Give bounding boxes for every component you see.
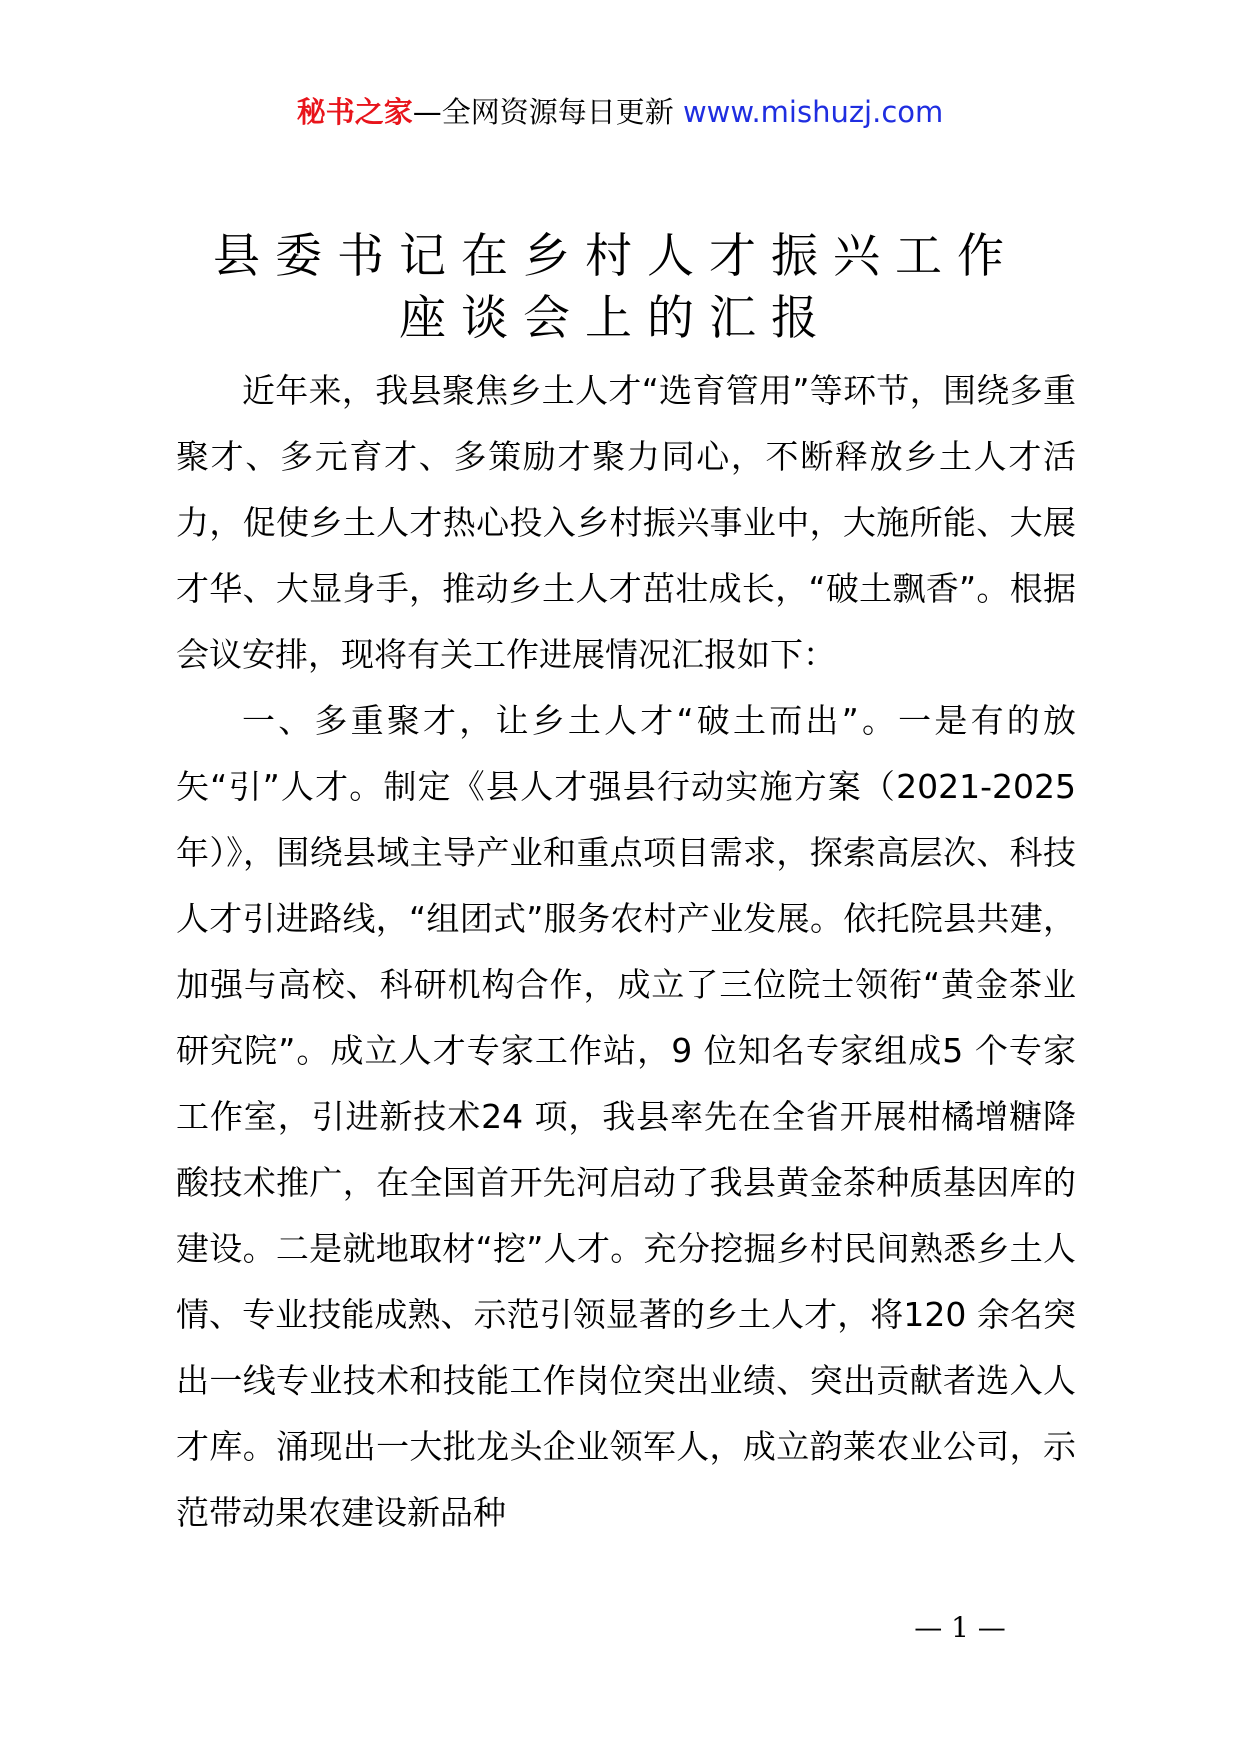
page-number: — 1 — <box>914 1611 1006 1644</box>
document-body <box>176 358 1076 1546</box>
title-line-2: 座谈会上的汇报 <box>399 291 833 346</box>
paragraph-intro: 近年来，我县聚焦乡土人才“选育管用”等环节，围绕多重聚才、多元育才、多策励才聚力同心，不断释放乡土人才活力，促使乡土人才热心投入乡村振兴事业中，大施所能、大展才华、大显身手，推动乡土人才茁壮成长，“破土飘香”。根据会议安排，现将有关工作进展情况汇报如下： <box>176 371 1076 674</box>
document-title <box>176 226 1056 350</box>
website-url: www.mishuzj.com <box>682 95 944 129</box>
banner-tagline: —全网资源每日更新 <box>412 95 674 129</box>
brand-name: 秘书之家 <box>296 95 413 129</box>
site-banner <box>0 92 1240 132</box>
paragraph-section-1: 一、多重聚才，让乡土人才“破土而出”。一是有的放矢“引”人才。制定《县人才强县行动实施方案（2021-2025 年）》，围绕县域主导产业和重点项目需求，探索高层次、科技人才引进路线，“组团式”服务农村产业发展。依托院县共建，加强与高校、科研机构合作，成立了三位院士领衔“黄金茶业研究院”。成立人才专家工作站，9 位知名专家组成5 个专家工作室，引进新技术24 项，我县率先在全省开展柑橘增糖降酸技术推广，在全国首开先河启动了我县黄金茶种质基因库的建设。二是就地取材“挖”人才。充分挖掘乡村民间熟悉乡土人情、专业技能成熟、示范引领显著的乡土人才，将120 余名突出一线专业技术和技能工作岗位突出业绩、突出贡献者选入人才库。涌现出一大批龙头企业领军人，成立韵莱农业公司，示范带动果农建设新品种 <box>176 701 1076 1532</box>
title-line-1: 县委书记在乡村人才振兴工作 <box>213 229 1019 284</box>
